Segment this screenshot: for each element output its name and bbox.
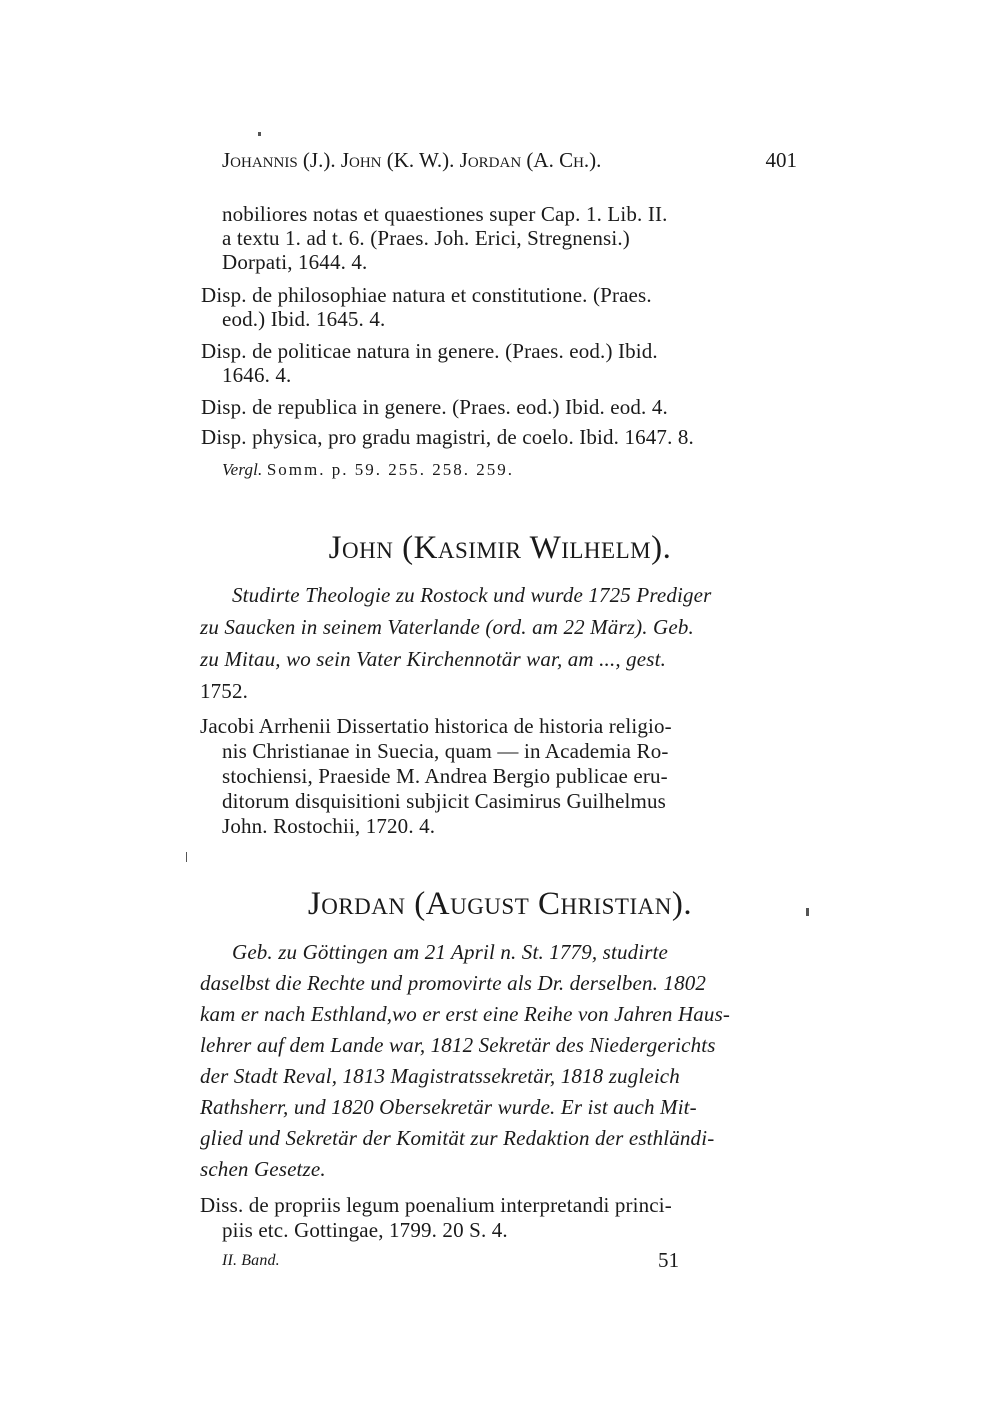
running-head-text: Johannis (J.). John (K. W.). Jordan (A. Ch.). <box>222 148 602 172</box>
bio-line: daselbst die Rechte und promovirte als Dr. derselben. 1802 <box>200 971 707 995</box>
reference-label: Vergl. <box>222 460 263 479</box>
entry-line: Disp. de republica in genere. (Praes. eod.) Ibid. eod. 4. <box>201 395 668 419</box>
entry-line: John. Rostochii, 1720. 4. <box>222 814 436 838</box>
running-head <box>222 148 797 173</box>
entry-line: Diss. de propriis legum poenalium interpretandi princi- <box>200 1193 672 1217</box>
entry-line: piis etc. Gottingae, 1799. 20 S. 4. <box>222 1218 508 1242</box>
entry-line: ditorum disquisitioni subjicit Casimirus Guilhelmus <box>222 789 666 813</box>
entry-line: Disp. de politicae natura in genere. (Praes. eod.) Ibid. <box>201 339 658 363</box>
bio-line: zu Saucken in seinem Vaterlande (ord. am 22 März). Geb. <box>200 615 694 639</box>
text-line: a textu 1. ad t. 6. (Praes. Joh. Erici, Stregnensi.) <box>222 226 630 250</box>
entry-line: Jacobi Arrhenii Dissertatio historica de historia religio- <box>200 714 672 738</box>
scan-speck <box>258 132 261 136</box>
bio-line: der Stadt Reval, 1813 Magistratssekretär, 1818 zugleich <box>200 1064 680 1088</box>
entry-line: Disp. de philosophiae natura et constitutione. (Praes. <box>201 283 652 307</box>
bio-line: Studirte Theologie zu Rostock und wurde 1725 Prediger <box>232 583 712 607</box>
sheet-number: 51 <box>658 1248 680 1272</box>
scan-speck <box>806 908 809 916</box>
bio-line: glied und Sekretär der Komität zur Redaktion der esthländi- <box>200 1126 715 1150</box>
scan-speck <box>186 852 187 862</box>
entry-line: eod.) Ibid. 1645. 4. <box>222 307 386 331</box>
bio-line: Geb. zu Göttingen am 21 April n. St. 1779, studirte <box>232 940 669 964</box>
entry-heading: John (Kasimir Wilhelm). <box>328 530 672 566</box>
text-line: Dorpati, 1644. 4. <box>222 250 368 274</box>
entry-line: 1646. 4. <box>222 363 292 387</box>
reference-text: Somm. p. 59. 255. 258. 259. <box>266 460 514 479</box>
bio-line: zu Mitau, wo sein Vater Kirchennotär war, am ..., gest. <box>200 647 666 671</box>
page-number: 401 <box>765 148 797 172</box>
reference-note <box>222 460 514 480</box>
text-line: nobiliores notas et quaestiones super Cap. 1. Lib. II. <box>222 202 668 226</box>
bio-line: Rathsherr, und 1820 Obersekretär wurde. Er ist auch Mit- <box>200 1095 697 1119</box>
entry-line: Disp. physica, pro gradu magistri, de coelo. Ibid. 1647. 8. <box>201 425 694 449</box>
entry-heading: Jordan (August Christian). <box>307 886 693 922</box>
signature-mark: II. Band. <box>222 1252 280 1269</box>
bio-line: schen Gesetze. <box>200 1157 326 1181</box>
bio-line: lehrer auf dem Lande war, 1812 Sekretär des Niedergerichts <box>200 1033 716 1057</box>
entry-line: nis Christianae in Suecia, quam — in Academia Ro- <box>222 739 669 763</box>
entry-line: stochiensi, Praeside M. Andrea Bergio publicae eru- <box>222 764 668 788</box>
bio-line: kam er nach Esthland,wo er erst eine Reihe von Jahren Haus- <box>200 1002 731 1026</box>
bio-line: 1752. <box>200 679 248 703</box>
